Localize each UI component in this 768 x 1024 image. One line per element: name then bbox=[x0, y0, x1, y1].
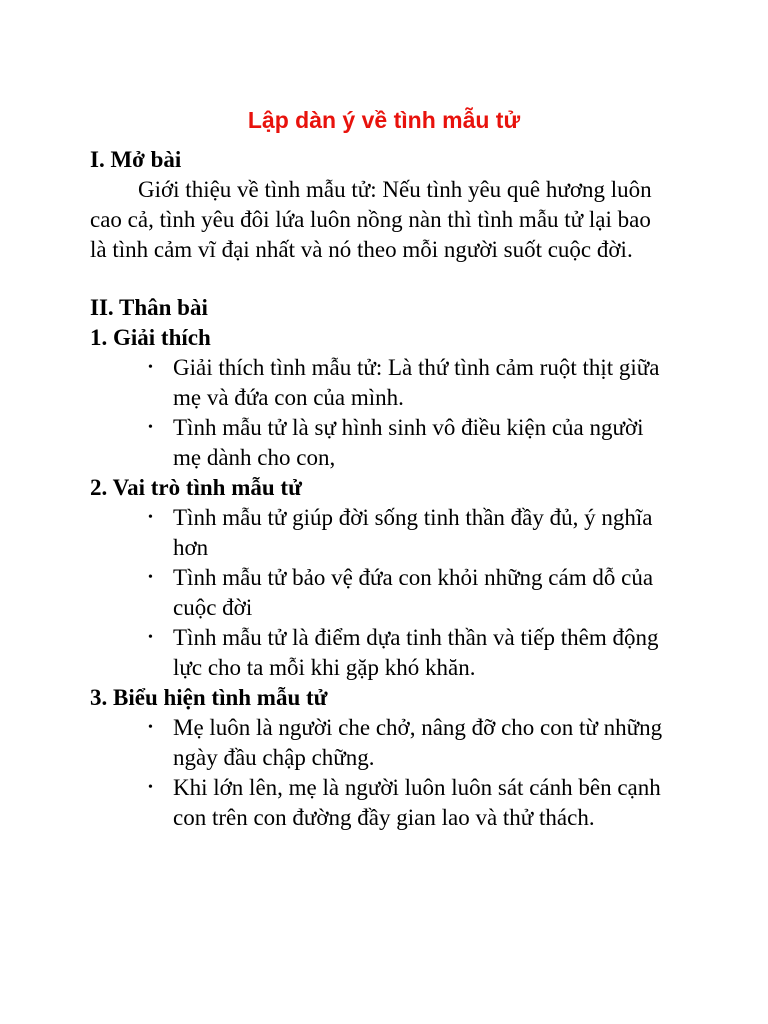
list-item-text: Tình mẫu tử giúp đời sống tinh thần đầy đủ, ý nghĩa hơn bbox=[173, 505, 653, 560]
bullet-icon: • bbox=[148, 780, 153, 795]
list-item-text: Tình mẫu tử là điểm dựa tinh thần và tiếp thêm động lực cho ta mỗi khi gặp khó khăn. bbox=[173, 625, 659, 680]
list-item bbox=[90, 413, 673, 473]
intro-paragraph: Giới thiệu về tình mẫu tử: Nếu tình yêu quê hương luôn cao cả, tình yêu đôi lứa luôn nồng nàn thì tình mẫu tử lại bao là tình cảm vĩ đại nhất và nó theo mỗi người suốt cuộc đời. bbox=[90, 177, 652, 262]
bullet-list-role bbox=[90, 503, 690, 683]
bullet-icon: • bbox=[148, 720, 153, 735]
bullet-icon: • bbox=[148, 570, 153, 585]
list-item-text: Giải thích tình mẫu tử: Là thứ tình cảm ruột thịt giữa mẹ và đứa con của mình. bbox=[173, 355, 660, 410]
section-spacer bbox=[90, 265, 690, 293]
bullet-icon: • bbox=[148, 360, 153, 375]
intro-heading: I. Mở bài bbox=[90, 147, 182, 172]
bullet-icon: • bbox=[148, 420, 153, 435]
list-item bbox=[90, 353, 673, 413]
list-item bbox=[90, 563, 673, 623]
document-title: Lập dàn ý về tình mẫu tử bbox=[247, 107, 521, 133]
bullet-icon: • bbox=[148, 630, 153, 645]
section-heading-role: 2. Vai trò tình mẫu tử bbox=[90, 475, 302, 500]
section-heading-expression: 3. Biểu hiện tình mẫu tử bbox=[90, 685, 328, 710]
list-item-text: Tình mẫu tử bảo vệ đứa con khỏi những cám dỗ của cuộc đời bbox=[173, 565, 654, 620]
bullet-list-explanation bbox=[90, 353, 690, 473]
bullet-icon: • bbox=[148, 510, 153, 525]
document-content bbox=[90, 145, 690, 833]
bullet-list-expression bbox=[90, 713, 690, 833]
section-heading-explanation: 1. Giải thích bbox=[90, 325, 211, 350]
list-item-text: Khi lớn lên, mẹ là người luôn luôn sát cánh bên cạnh con trên con đường đầy gian lao và thử thách. bbox=[173, 775, 661, 830]
list-item bbox=[90, 713, 673, 773]
list-item bbox=[90, 503, 673, 563]
list-item-text: Mẹ luôn là người che chở, nâng đỡ cho con từ những ngày đầu chập chững. bbox=[173, 715, 663, 770]
body-heading: II. Thân bài bbox=[90, 295, 208, 320]
list-item bbox=[90, 623, 673, 683]
list-item bbox=[90, 773, 673, 833]
list-item-text: Tình mẫu tử là sự hình sinh vô điều kiện của người mẹ dành cho con, bbox=[173, 415, 644, 470]
